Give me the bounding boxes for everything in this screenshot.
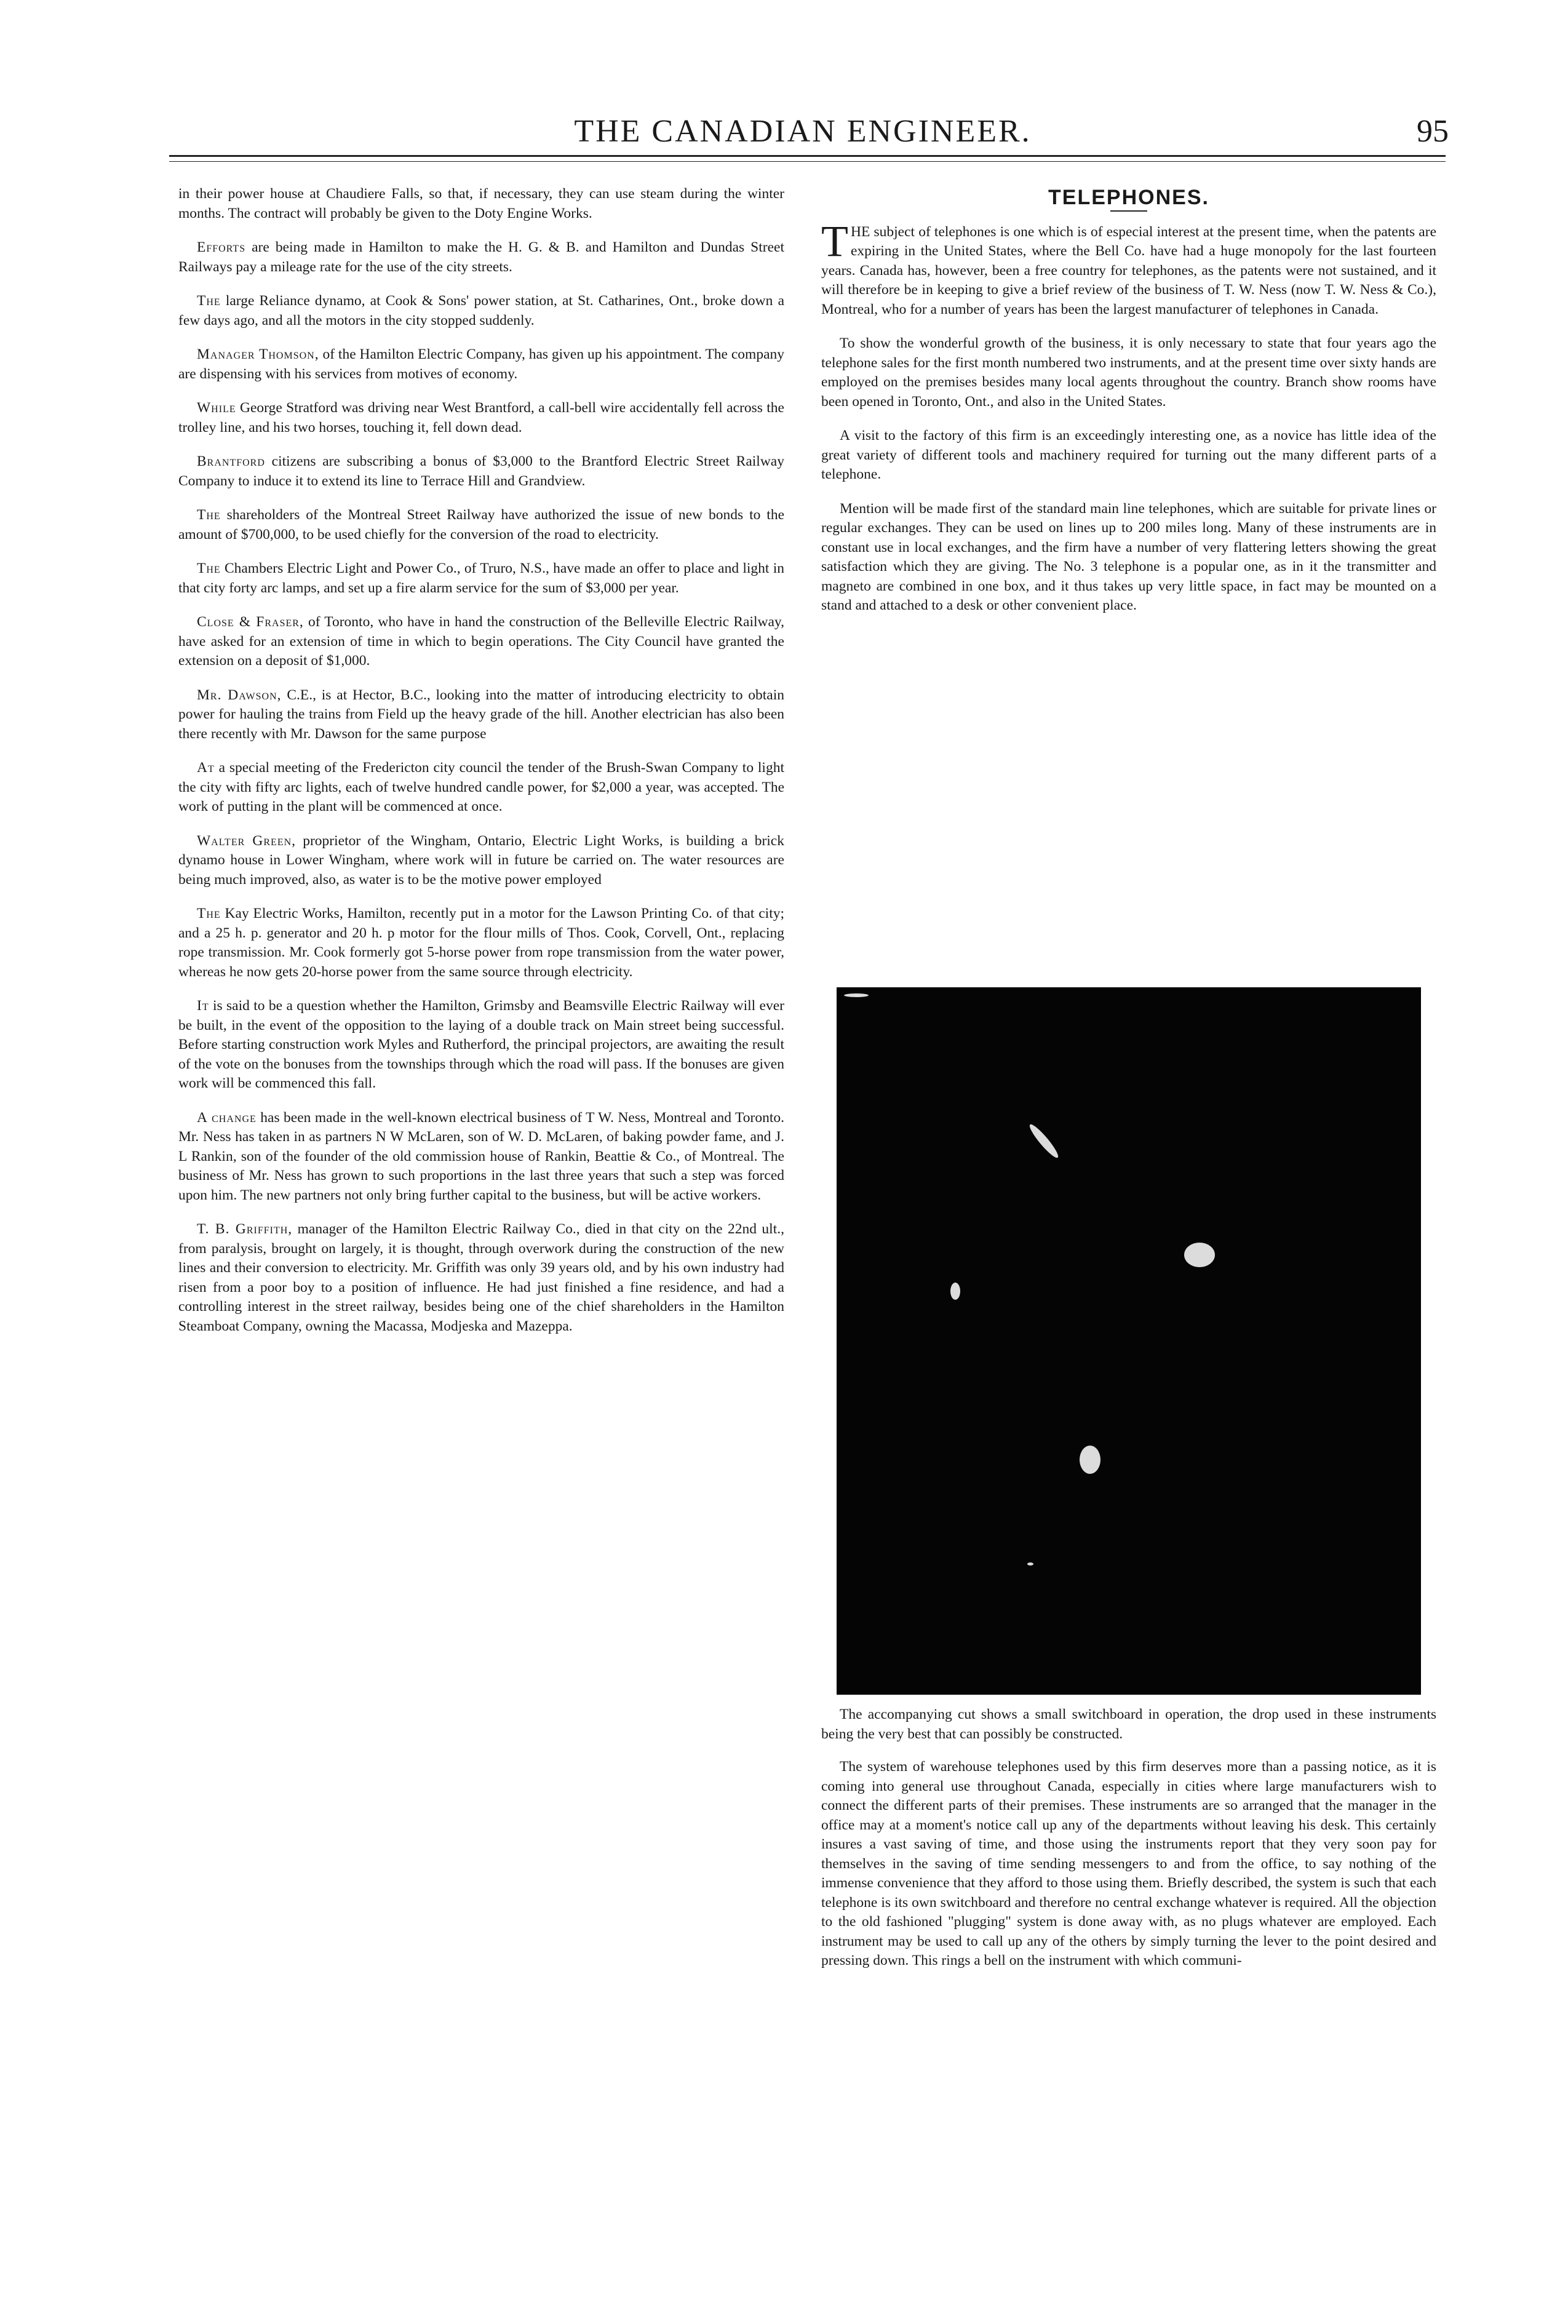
photo-highlight — [950, 1283, 960, 1300]
news-item: It is said to be a question whether the Hamilton, Grimsby and Beamsville Electric Railway will ever be built, in the event of the opposition to the laying of a double track on Main street being successful. Before starting construction work Myles and Rutherford, the principal projectors, are awaiting the result of the vote on the bonuses from the townships through which the road will pass. If the bonuses are given work will be commenced this fall. — [178, 998, 784, 1091]
page-header — [157, 109, 1449, 153]
header-rule-thin — [169, 161, 1446, 162]
news-item: The Kay Electric Works, Hamilton, recently put in a motor for the Lawson Printing Co. of that city; and a 25 h. p. generator and 20 h. p motor for the flour mills of Thos. Cook, Corvell, Ont., replacing rope transmission. Mr. Cook formerly got 5-horse power from rope transmission from the water power, whereas he now gets 20-horse power from the same source through electricity. — [178, 905, 784, 980]
article-paragraph: The accompanying cut shows a small switchboard in operation, the drop used in these instruments being the very best that can possibly be constructed. — [821, 1706, 1436, 1742]
news-item: Mr. Dawson, C.E., is at Hector, B.C., looking into the matter of introducing electricity to obtain power for hauling the trains from Field up the heavy grade of the hill. Another electrician has also been there recently with Mr. Dawson for the same purpose — [178, 686, 784, 742]
header-rule-thick — [169, 155, 1446, 157]
news-item: in their power house at Chaudiere Falls, so that, if necessary, they can use steam during the winter months. The contract will probably be given to the Doty Engine Works. — [178, 186, 784, 221]
news-item: The shareholders of the Montreal Street Railway have authorized the issue of new bonds to the amount of $700,000, to be used chiefly for the conversion of the road to electricity. — [178, 507, 784, 543]
title-rule — [1110, 210, 1147, 212]
article-paragraph: The system of warehouse telephones used by this firm deserves more than a passing notice, as it is coming into general use throughout Canada, especially in cities where large manufacturers wish to connect the different parts of their premises. These instruments are so arranged that the manager in the office may at a moment's notice call up any of the departments without leaving his desk. This certainly insures a vast saving of time, and those using the instruments report that they very soon pay for themselves in the saving of time sending messengers to and from the office, to say nothing of the immense convenience that they afford to those using them. Briefly described, the system is such that each telephone is its own switchboard and therefore no central exchange whatever is required. All the objection to the old fashioned "plugging" system is done away with, as no plugs whatever are employed. Each instrument may be used to call up any of the others by simply turning the lever to the point desired and pressing down. This rings a bell on the instrument with which communi- — [821, 1759, 1436, 1968]
article-paragraph: A visit to the factory of this firm is an exceedingly interesting one, as a novice has little idea of the great variety of different tools and machinery required for turning out the many different parts of a telephone. — [821, 428, 1436, 482]
drop-cap: T — [821, 216, 848, 266]
article-paragraph: Mention will be made first of the standard main line telephones, which are suitable for private lines or regular exchanges. They can be used on lines up to 200 miles long. Many of these instruments are in constant use in local exchanges, and the firm have a number of very flattering letters showing the great satisfaction which they are giving. The No. 3 telephone is a popular one, as in it the transmitter and magneto are combined in one box, and it thus takes up very little space, in fact may be mounted on a stand and attached to a desk or other convenient place. — [821, 500, 1436, 613]
switchboard-photo — [837, 987, 1421, 1695]
news-item: Close & Fraser, of Toronto, who have in hand the construction of the Belleville Electric Railway, have asked for an extension of time in which to begin operations. The City Council have granted the extension on a deposit of $1,000. — [178, 614, 784, 669]
article-paragraph: To show the wonderful growth of the business, it is only necessary to state that four years ago the telephone sales for the first month numbered two instruments, and at the present time over sixty hands are employed on the premises besides many local agents throughout the country. Branch show rooms have been opened in Toronto, Ont., and also in the United States. — [821, 335, 1436, 410]
telephones-article — [821, 185, 1436, 631]
photo-highlight — [1027, 1562, 1033, 1566]
photo-highlight — [1184, 1243, 1215, 1267]
news-item: T. B. Griffith, manager of the Hamilton Electric Railway Co., died in that city on the 22nd ult., from paralysis, brought on largely, it is thought, through overwork during the construction of the new lines and their conversion to electricity. Mr. Griffith was only 39 years old, and by his own industry had risen from a poor boy to a position of influence. He had just finished a fine residence, and had a controlling interest in the street railway, besides being one of the chief shareholders in the Hamilton Steamboat Company, owning the Macassa, Modjeska and Mazeppa. — [178, 1221, 784, 1334]
news-item: Brantford citizens are subscribing a bonus of $3,000 to the Brantford Electric Street Railway Company to induce it to extend its line to Terrace Hill and Grandview. — [178, 453, 784, 489]
article-paragraph: THE subject of telephones is one which is of especial interest at the present time, when the patents are expiring in the United States, where the Bell Co. have had a huge monopoly for the last fourteen years. Canada has, however, been a free country for telephones, as the patents were not sustained, and it will therefore be in keeping to give a brief review of the business of T. W. Ness (now T. W. Ness & Co.), Montreal, who for a number of years has been the largest manufacturer of telephones in Canada. — [821, 216, 1436, 317]
news-item: While George Stratford was driving near West Brantford, a call-bell wire accidentally fell across the trolley line, and his two horses, touching it, fell down dead. — [178, 400, 784, 436]
photo-highlight — [1027, 1122, 1061, 1161]
photo-highlight — [1080, 1446, 1100, 1474]
telephones-article-continued — [821, 1705, 1436, 1984]
news-item: The Chambers Electric Light and Power Co., of Truro, N.S., have made an offer to place and light in that city forty arc lamps, and set up a fire alarm service for the sum of $3,000 per year. — [178, 560, 784, 596]
news-item: Efforts are being made in Hamilton to make the H. G. & B. and Hamilton and Dundas Street Railways pay a mileage rate for the use of the city streets. — [178, 239, 784, 275]
news-item: A change has been made in the well-known electrical business of T W. Ness, Montreal and Toronto. Mr. Ness has taken in as partners N W McLaren, son of W. D. McLaren, of baking powder fame, and J. L Rankin, son of the founder of the old commission house of Rankin, Beattie & Co., of Montreal. The business of Mr. Ness has grown to such proportions in the last three years that such a step was forced upon him. The new partners not only bring further capital to the business, but will be active workers. — [178, 1109, 784, 1203]
news-item: Manager Thomson, of the Hamilton Electric Company, has given up his appointment. The company are dispensing with his services from motives of economy. — [178, 346, 784, 382]
news-item: At a special meeting of the Fredericton city council the tender of the Brush-Swan Company to light the city with fifty arc lights, each of twelve hundred candle power, for $2,000 a year, was accepted. The work of putting in the plant will be commenced at once. — [178, 760, 784, 814]
masthead: THE CANADIAN ENGINEER. — [574, 114, 1032, 149]
news-item: Walter Green, proprietor of the Wingham, Ontario, Electric Light Works, is building a brick dynamo house in Lower Wingham, where work will in future be carried on. The water resources are being much improved, also, as water is to be the motive power employed — [178, 832, 784, 888]
news-item: The large Reliance dynamo, at Cook & Sons' power station, at St. Catharines, Ont., broke down a few days ago, and all the motors in the city stopped suddenly. — [178, 293, 784, 328]
section-title: TELEPHONES. — [1048, 186, 1209, 209]
photo-highlight — [844, 993, 869, 997]
left-column — [178, 185, 784, 2190]
page-number: 95 — [1417, 114, 1449, 149]
